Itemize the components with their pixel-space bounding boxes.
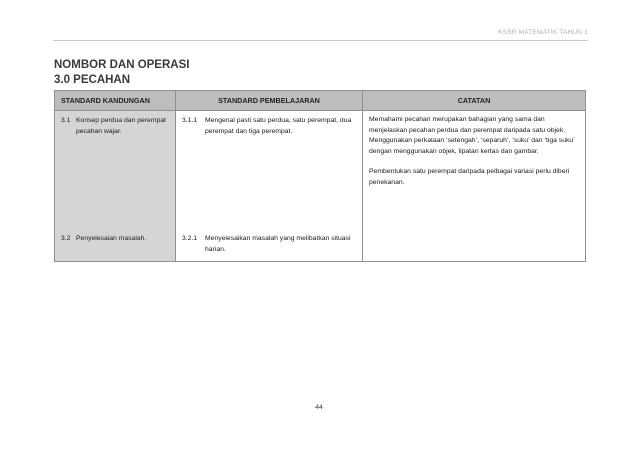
- column-header-catatan: CATATAN: [363, 91, 586, 111]
- column-header-pembelajaran: STANDARD PEMBELAJARAN: [176, 91, 363, 111]
- cell-kandungan: [55, 229, 176, 262]
- pembelajaran-number: 3.1.1: [182, 117, 198, 124]
- kandungan-item: [55, 229, 175, 245]
- table-header-row: [55, 91, 586, 111]
- table-row: [55, 229, 586, 262]
- curriculum-table: [54, 90, 586, 262]
- section-title: NOMBOR DAN OPERASI: [54, 59, 190, 71]
- page-number: 44: [315, 404, 323, 411]
- kandungan-number: 3.2: [61, 235, 71, 242]
- header-divider: [53, 40, 588, 41]
- cell-catatan: [363, 229, 586, 262]
- column-header-kandungan: STANDARD KANDUNGAN: [55, 91, 176, 111]
- pembelajaran-item: [176, 229, 362, 255]
- cell-pembelajaran: [176, 229, 363, 262]
- catatan-paragraph: Menggunakan perkataan ‘setengah’, ‘separuh’, ‘suku’ dan ‘tiga suku’ dengan menggunakan objek, lipatan kertas dan gambar.: [369, 137, 575, 155]
- kandungan-number: 3.1: [61, 117, 71, 124]
- table-row: [55, 111, 586, 230]
- kandungan-item: [55, 111, 175, 137]
- catatan-paragraph: Pembentukan satu perempat daripada pelbagai variasi perlu diberi penekanan.: [369, 168, 570, 186]
- cell-pembelajaran: [176, 111, 363, 230]
- catatan-paragraph: Memahami pecahan merupakan bahagian yang sama dan menjelaskan pecahan perdua dan perempat daripada satu objek.: [369, 116, 566, 134]
- cell-catatan: [363, 111, 586, 230]
- running-header: KSSR MATEMATIK TAHUN 1: [498, 29, 588, 36]
- kandungan-text: Konsep perdua dan perempat pecahan wajar.: [76, 117, 166, 135]
- pembelajaran-text: Menyelesaikan masalah yang melibatkan situasi harian.: [205, 235, 351, 253]
- pembelajaran-text: Mengenal pasti satu perdua, satu perempat, dua perempat dan tiga perempat.: [205, 117, 352, 135]
- cell-kandungan: [55, 111, 176, 230]
- catatan-notes: [363, 111, 585, 188]
- pembelajaran-number: 3.2.1: [182, 235, 198, 242]
- section-subtitle: 3.0 PECAHAN: [54, 74, 131, 86]
- kandungan-text: Penyelesaian masalah.: [76, 235, 147, 242]
- pembelajaran-item: [176, 111, 362, 137]
